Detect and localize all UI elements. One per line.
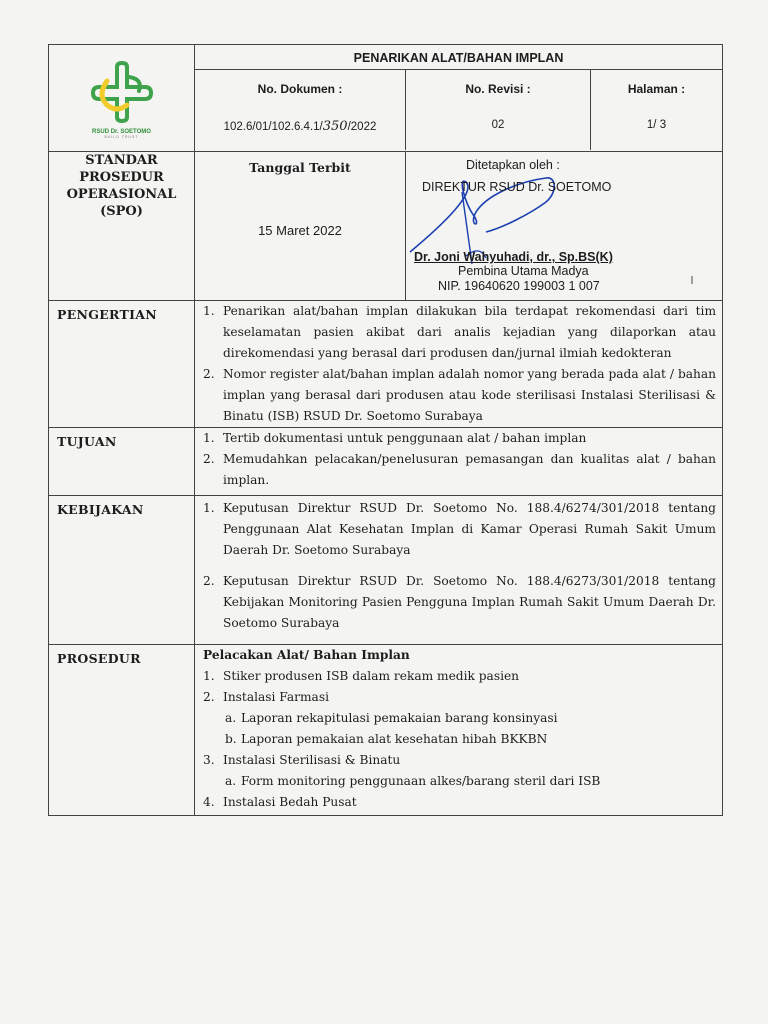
issue-date-label: Tanggal Terbit — [249, 160, 351, 175]
prosedur-content — [195, 645, 723, 816]
page-label: Halaman : — [627, 82, 686, 96]
spo-label-cell — [49, 152, 195, 301]
revision-value: 02 — [491, 119, 505, 131]
set-by-label: Ditetapkan oleh : — [466, 158, 560, 172]
document-title: PENARIKAN ALAT/BAHAN IMPLAN — [353, 51, 564, 65]
spo-line-4: (SPO) — [100, 204, 143, 219]
prosedur-label-cell — [49, 645, 195, 816]
spo-document — [48, 44, 722, 816]
director-name: Dr. Joni Wahyuhadi, dr., Sp.BS(K) — [414, 250, 613, 264]
kebijakan-content — [195, 496, 723, 645]
logo-tagline: BUILD TRUST — [104, 135, 139, 139]
page-value: 1/ 3 — [646, 119, 667, 131]
prosedur-item: 4. Instalasi Bedah Pusat — [203, 795, 357, 809]
prosedur-item: 1. Stiker produsen ISB dalam rekam medik pasien — [203, 669, 520, 683]
tujuan-content — [195, 428, 723, 496]
spo-table — [48, 44, 723, 816]
pengertian-label: PENGERTIAN — [57, 307, 157, 322]
director-position: DIREKTUR RSUD Dr. SOETOMO — [422, 180, 612, 194]
prosedur-item: 2. Instalasi Farmasi — [203, 690, 329, 704]
tujuan-item: 2. Memudahkan pelacakan/penelusuran pemasangan dan kualitas alat / bahan implan. — [203, 452, 716, 487]
doc-number-label: No. Dokumen : — [257, 82, 343, 96]
revision-cell — [406, 70, 591, 150]
spo-line-3: OPERASIONAL — [66, 187, 177, 202]
doc-number-handwritten: 350 — [322, 119, 348, 134]
doc-number-cell — [195, 70, 406, 150]
pengertian-item: 1. Penarikan alat/bahan implan dilakukan bila terdapat rekomendasi dari tim keselamatan pasien akibat dari analis kejadian yang dilaporkan atau direkomendasi yang berasal dari produsen dan/jurnal ilmiah kedokteran — [203, 304, 716, 360]
pengertian-content — [195, 301, 723, 428]
tujuan-item: 1. Tertib dokumentasi untuk penggunaan alat / bahan implan — [203, 431, 587, 445]
doc-number-prefix: 102.6/01/102.6.4.1/ — [223, 121, 323, 133]
issue-date-cell — [195, 152, 406, 300]
page-cell — [591, 70, 722, 150]
pengertian-label-cell — [49, 301, 195, 428]
logo-name: RSUD Dr. SOETOMO — [92, 129, 151, 135]
prosedur-label: PROSEDUR — [57, 651, 141, 666]
kebijakan-item: 2. Keputusan Direktur RSUD Dr. Soetomo No. 188.4/6273/301/2018 tentang Kebijakan Monitoring Pasien Pengguna Implan Rumah Sakit Umum Daerah Dr. Soetomo Surabaya — [203, 574, 716, 630]
issue-date-value: 15 Maret 2022 — [258, 223, 342, 238]
prosedur-item: 3. Instalasi Sterilisasi & Binatu — [203, 753, 401, 767]
prosedur-subitem: b. Laporan pemakaian alat kesehatan hibah BKKBN — [225, 732, 548, 746]
pengertian-item: 2. Nomor register alat/bahan implan adalah nomor yang berada pada alat / bahan implan yang berasal dari produsen atau kode sterilisasi Instalasi Sterilisasi & Binatu (ISB) RSUD Dr. Soetomo Surabaya — [203, 367, 716, 423]
spo-info-cell — [195, 152, 723, 301]
kebijakan-item: 1. Keputusan Direktur RSUD Dr. Soetomo No. 188.4/6274/301/2018 tentang Penggunaan Alat Kesehatan Implan di Kamar Operasi Rumah Sakit Umum Daerah Dr. Soetomo Surabaya — [203, 501, 716, 557]
hospital-logo-icon — [87, 61, 157, 123]
doc-number-value — [195, 119, 405, 134]
prosedur-subitem: a. Form monitoring penggunaan alkes/barang steril dari ISB — [225, 774, 601, 788]
tujuan-label: TUJUAN — [57, 434, 117, 449]
doc-number-suffix: /2022 — [347, 121, 377, 133]
director-rank: Pembina Utama Madya — [458, 264, 589, 278]
spo-line-1: STANDAR — [85, 153, 158, 168]
header-cell — [195, 45, 723, 152]
prosedur-subtitle: Pelacakan Alat/ Bahan Implan — [203, 648, 410, 662]
prosedur-subitem: a. Laporan rekapitulasi pemakaian barang konsinyasi — [225, 711, 558, 725]
director-nip: NIP. 19640620 199003 1 007 — [438, 279, 600, 293]
revision-label: No. Revisi : — [465, 82, 531, 96]
kebijakan-label-cell — [49, 496, 195, 645]
spo-line-2: PROSEDUR — [79, 170, 164, 185]
signature-cell — [406, 152, 722, 300]
kebijakan-label: KEBIJAKAN — [57, 502, 144, 517]
tujuan-label-cell — [49, 428, 195, 496]
logo-cell — [49, 45, 195, 152]
